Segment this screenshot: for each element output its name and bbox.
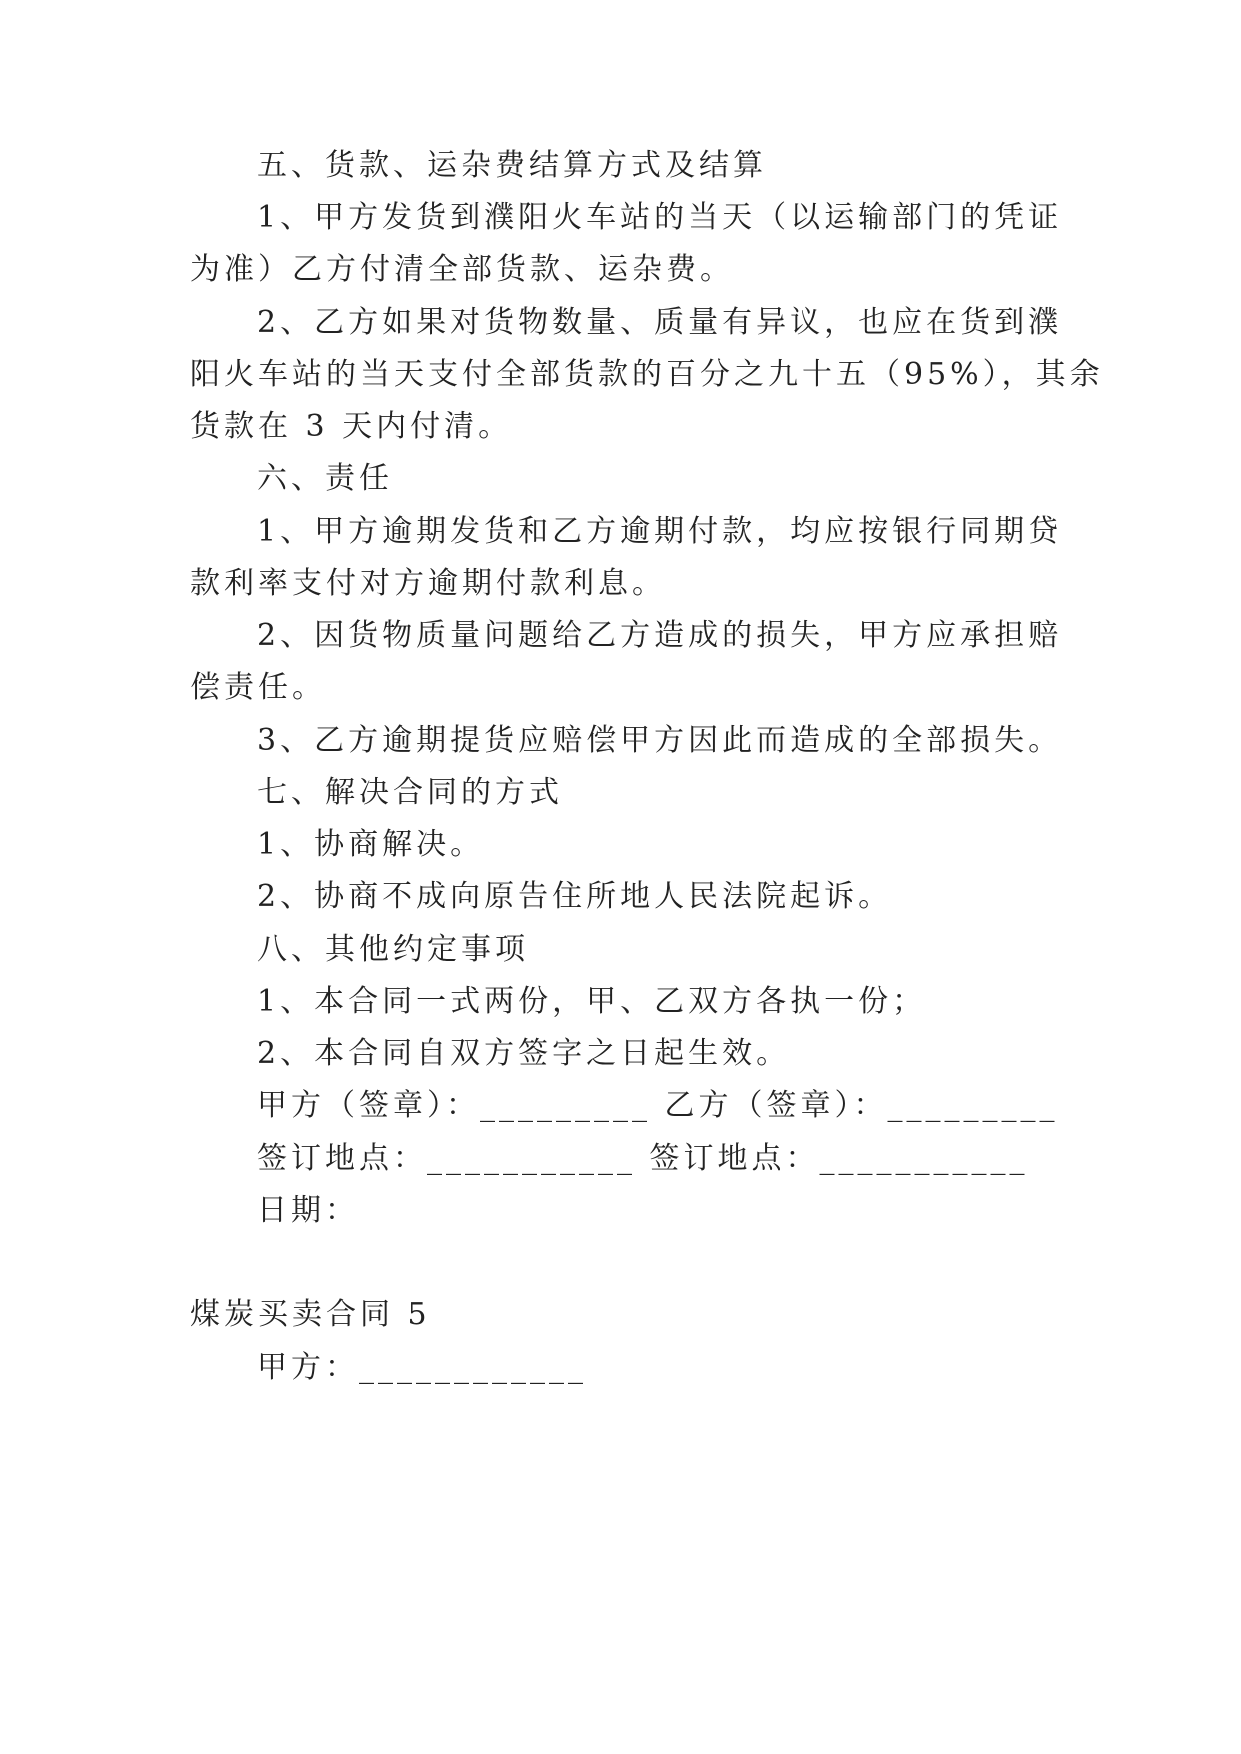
section-8-item-1: 1、本合同一式两份，甲、乙双方各执一份；: [257, 984, 927, 1019]
section-5-item-1-line-2: 为准）乙方付清全部货款、运杂费。: [190, 252, 734, 287]
next-contract-title: 煤炭买卖合同 5: [190, 1297, 431, 1332]
signature-line: 甲方（签章）：_________ 乙方（签章）：_________: [257, 1088, 1059, 1123]
section-6-item-2-line-2: 偿责任。: [190, 670, 326, 705]
section-8-heading: 八、其他约定事项: [257, 932, 529, 967]
section-6-item-2-line-1: 2、因货物质量问题给乙方造成的损失，甲方应承担赔: [257, 618, 1063, 653]
signing-place-line: 签订地点：___________ 签订地点：___________: [257, 1141, 1029, 1176]
section-6-item-3: 3、乙方逾期提货应赔偿甲方因此而造成的全部损失。: [257, 723, 1063, 758]
section-5-item-2-line-1: 2、乙方如果对货物数量、质量有异议，也应在货到濮: [257, 305, 1063, 340]
party-a-line: 甲方：____________: [257, 1350, 587, 1385]
section-5-item-2-line-3: 货款在 3 天内付清。: [190, 409, 513, 444]
section-5-item-2-line-2: 阳火车站的当天支付全部货款的百分之九十五（95%），其余: [190, 357, 1104, 392]
section-6-item-1-line-1: 1、甲方逾期发货和乙方逾期付款，均应按银行同期贷: [257, 514, 1063, 549]
section-6-item-1-line-2: 款利率支付对方逾期付款利息。: [190, 566, 666, 601]
date-line: 日期：: [257, 1193, 359, 1228]
section-5-heading: 五、货款、运杂费结算方式及结算: [257, 148, 767, 183]
section-7-item-2: 2、协商不成向原告住所地人民法院起诉。: [257, 879, 893, 914]
section-6-heading: 六、责任: [257, 461, 393, 496]
section-7-item-1: 1、协商解决。: [257, 827, 485, 862]
section-7-heading: 七、解决合同的方式: [257, 775, 563, 810]
section-5-item-1-line-1: 1、甲方发货到濮阳火车站的当天（以运输部门的凭证: [257, 200, 1063, 235]
section-8-item-2: 2、本合同自双方签字之日起生效。: [257, 1036, 791, 1071]
